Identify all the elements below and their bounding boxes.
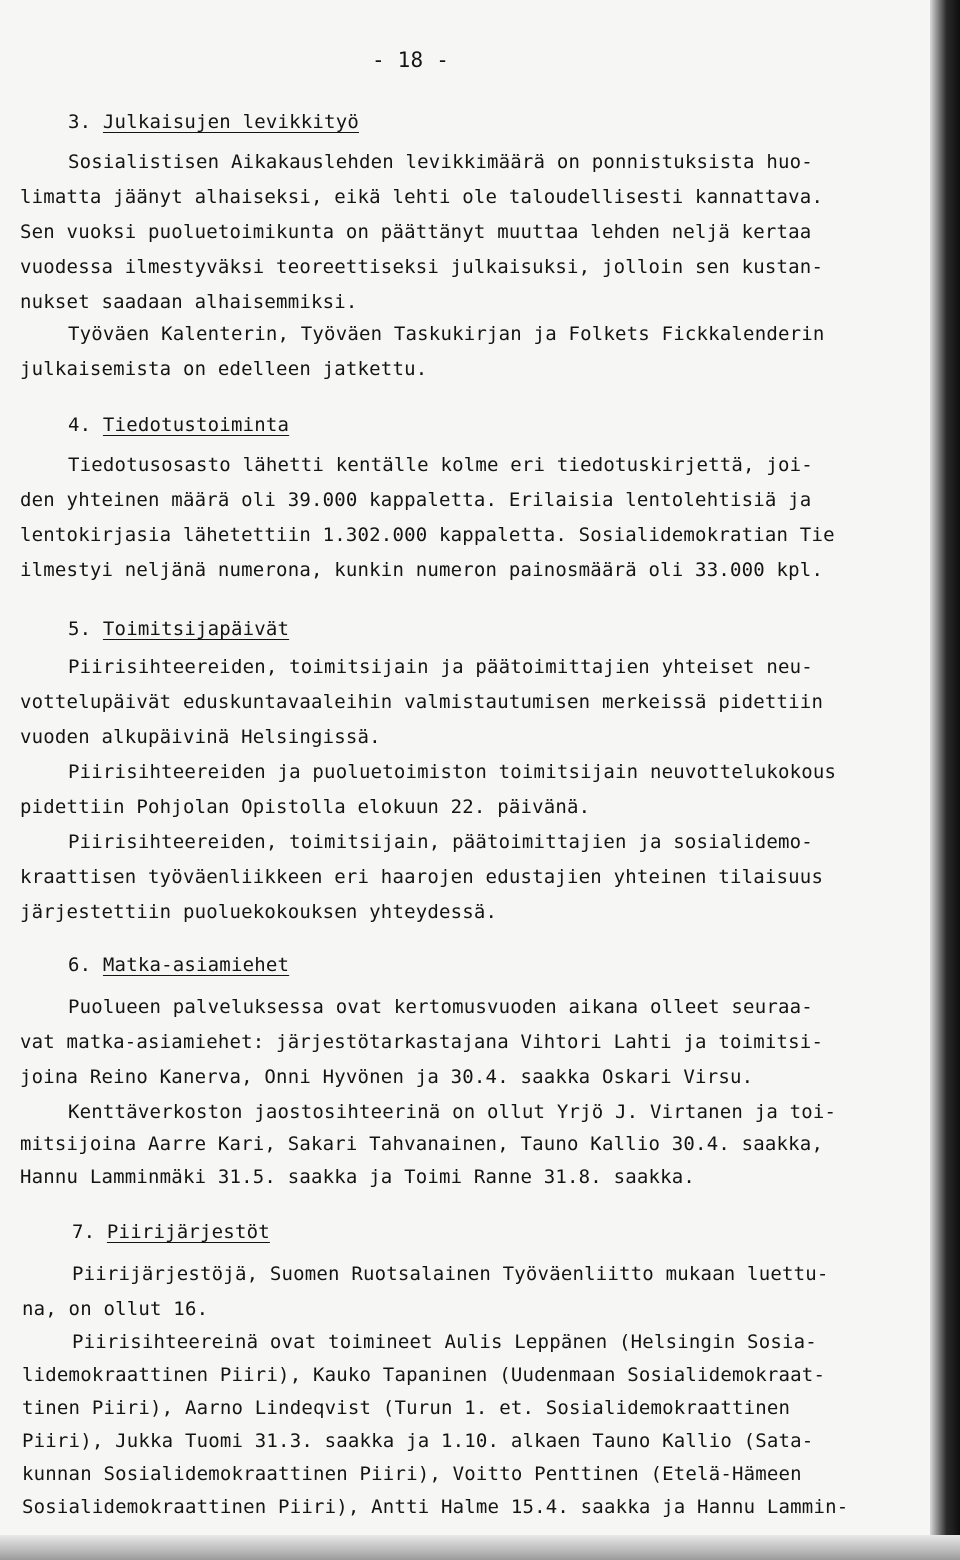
paragraph-line: joina Reino Kanerva, Onni Hyvönen ja 30.4. saakka Oskari Virsu. xyxy=(20,1066,754,1088)
paragraph-line: järjestettiin puoluekokouksen yhteydessä. xyxy=(20,901,498,923)
paragraph-line: julkaisemista on edelleen jatkettu. xyxy=(20,358,428,380)
paragraph-line: lentokirjasia lähetettiin 1.302.000 kappaletta. Sosialidemokratian Tie xyxy=(20,524,835,546)
section-heading-7 xyxy=(72,1220,270,1244)
paragraph-line: Hannu Lamminmäki 31.5. saakka ja Toimi Ranne 31.8. saakka. xyxy=(20,1166,696,1188)
paragraph-line: Kenttäverkoston jaostosihteerinä on ollut Yrjö J. Virtanen ja toi- xyxy=(68,1101,837,1123)
paragraph-line: ilmestyi neljänä numerona, kunkin numeron painosmäärä oli 33.000 kpl. xyxy=(20,559,824,581)
paragraph-line: kunnan Sosialidemokraattinen Piiri), Voitto Penttinen (Etelä-Hämeen xyxy=(22,1463,802,1485)
section-title: Matka-asiamiehet xyxy=(102,954,290,976)
section-title: Tiedotustoiminta xyxy=(102,414,290,436)
paragraph-line: na, on ollut 16. xyxy=(22,1298,209,1320)
paragraph-line: mitsijoina Aarre Kari, Sakari Tahvanainen, Tauno Kallio 30.4. saakka, xyxy=(20,1133,824,1155)
section-heading-5 xyxy=(68,617,289,641)
paragraph-line: votteluрäivät eduskuntavaaleihin valmistautumisen merkeissä pidettiin xyxy=(20,691,824,713)
section-title: Piirijärjestöt xyxy=(106,1221,270,1243)
paragraph-line: Piiri), Jukka Tuomi 31.3. saakka ja 1.10. alkaen Tauno Kallio (Sata- xyxy=(22,1430,814,1452)
paragraph-line: Työväen Kalenterin, Työväen Taskukirjan ja Folkets Fickkalenderin xyxy=(68,323,825,345)
section-title: Toimitsijapäivät xyxy=(102,618,290,640)
scan-shadow-bottom xyxy=(0,1535,960,1560)
paragraph-line: nukset saadaan alhaisemmiksi. xyxy=(20,291,358,313)
paragraph-line: Piirijärjestöjä, Suomen Ruotsalainen Työväenliitto mukaan luettu- xyxy=(72,1263,829,1285)
section-heading-6 xyxy=(68,953,289,977)
paragraph-line: kraattisen työväenliikkeen eri haarojen edustajien yhteinen tilaisuus xyxy=(20,866,824,888)
section-heading-4 xyxy=(68,413,289,437)
paragraph-line: den yhteinen määrä oli 39.000 kappaletta. Erilaisia lentolehtisiä ja xyxy=(20,489,812,511)
page-number: - 18 - xyxy=(372,48,450,72)
paragraph-line: vat matka-asiamiehet: järjestötarkastajana Vihtori Lahti ja toimitsi- xyxy=(20,1031,824,1053)
paragraph-line: vuoden alkupäivinä Helsingissä. xyxy=(20,726,381,748)
paragraph-line: Tiedotusosasto lähetti kentälle kolme eri tiedotuskirjettä, joi- xyxy=(68,454,813,476)
paragraph-line: limatta jäänyt alhaiseksi, eikä lehti ole taloudellisesti kannattava. xyxy=(20,186,824,208)
paragraph-line: Piirisihteereiden, toimitsijain, päätoimittajien ja sosialidemo- xyxy=(68,831,813,853)
paragraph-line: Sosialistisen Aikakauslehden levikkimäärä on ponnistuksista huo- xyxy=(68,151,813,173)
paragraph-line: Piirisihteereiden ja puoluetoimiston toimitsijain neuvottelukokous xyxy=(68,761,837,783)
section-number: 4. xyxy=(68,414,92,436)
paragraph-line: Piirisihteereiden, toimitsijain ja päätoimittajien yhteiset neu- xyxy=(68,656,813,678)
paragraph-line: Sen vuoksi puoluetoimikunta on päättänyt muuttaa lehden neljä kertaa xyxy=(20,221,812,243)
section-number: 3. xyxy=(68,111,92,133)
section-number: 7. xyxy=(72,1221,96,1243)
section-number: 6. xyxy=(68,954,92,976)
section-heading-3 xyxy=(68,110,359,134)
paragraph-line: vuodessa ilmestyväksi teoreettiseksi julkaisuksi, jolloin sen kustan- xyxy=(20,256,824,278)
paragraph-line: pidettiin Pohjolan Opistolla elokuun 22. päivänä. xyxy=(20,796,591,818)
paragraph-line: Puolueen palveluksessa ovat kertomusvuoden aikana olleet seuraa- xyxy=(68,996,813,1018)
scan-shadow-right xyxy=(930,0,960,1560)
paragraph-line: tinen Piiri), Aarno Lindeqvist (Turun 1. et. Sosialidemokraattinen xyxy=(22,1397,791,1419)
section-title: Julkaisujen levikkityö xyxy=(102,111,359,133)
paragraph-line: lidemokraattinen Piiri), Kauko Tapaninen (Uudenmaan Sosialidemokraat- xyxy=(22,1364,826,1386)
paragraph-line: Sosialidemokraattinen Piiri), Antti Halme 15.4. saakka ja Hannu Lammin- xyxy=(22,1496,849,1518)
section-number: 5. xyxy=(68,618,92,640)
paragraph-line: Piirisihteereinä ovat toimineet Aulis Leppänen (Helsingin Sosia- xyxy=(72,1331,817,1353)
